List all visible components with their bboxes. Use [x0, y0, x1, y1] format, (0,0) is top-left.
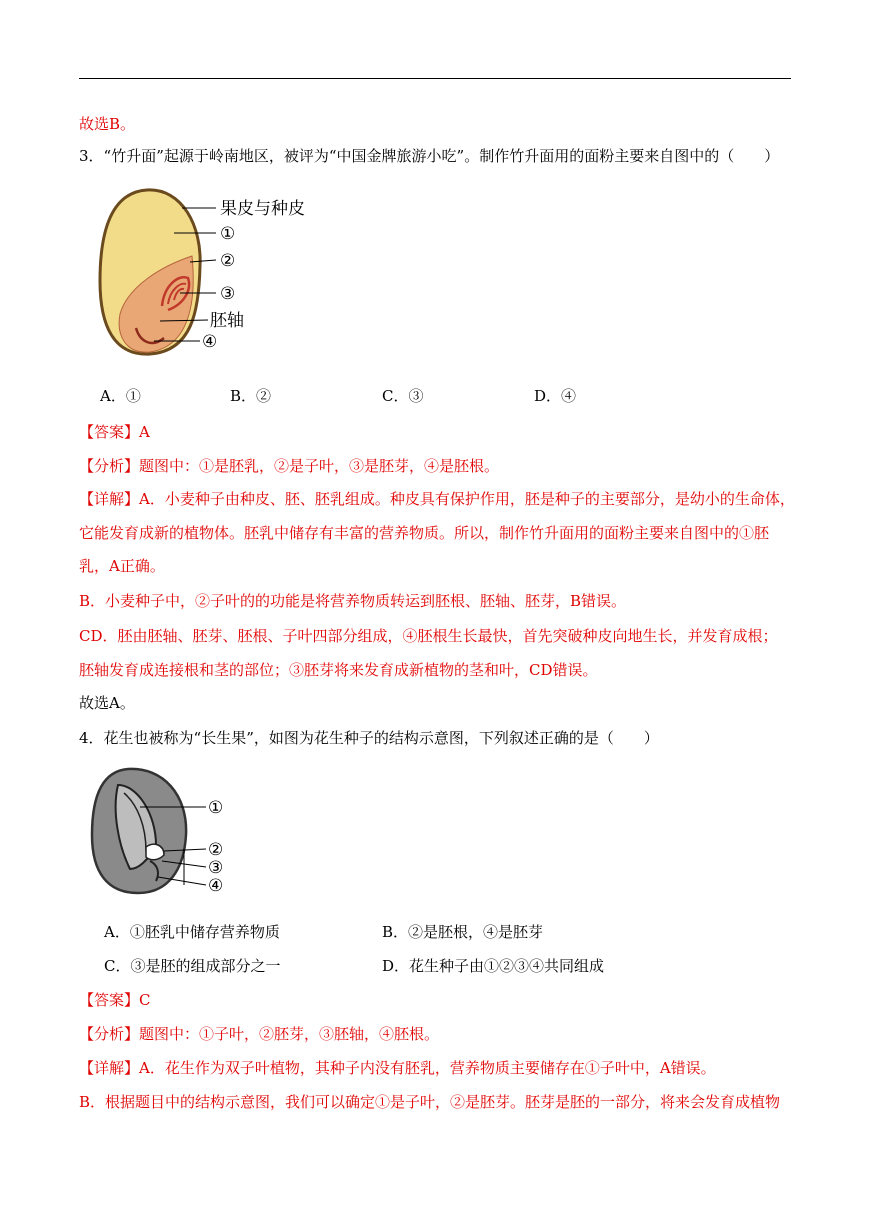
- q3-detail-6: 胚轴发育成连接根和茎的部位；③胚芽将来发育成新植物的茎和叶，CD错误。: [79, 661, 598, 679]
- label-peanut-4: ④: [208, 876, 224, 896]
- q3-detail-5: CD．胚由胚轴、胚芽、胚根、子叶四部分组成，④胚根生长最快，首先突破种皮向地生长，并发育成根；: [79, 627, 778, 645]
- peanut-plumule: [146, 844, 164, 860]
- q4-answer: 【答案】C: [79, 991, 151, 1009]
- q4-detail-2: B．根据题目中的结构示意图，我们可以确定①是子叶，②是胚芽。胚芽是胚的一部分，将来会发育成植物: [79, 1093, 781, 1111]
- q3-detail-4: B．小麦种子中，②子叶的的功能是将营养物质转运到胚根、胚轴、胚芽，B错误。: [79, 592, 627, 610]
- label-peanut-1: ①: [208, 798, 224, 818]
- q4-option-b: B．②是胚根，④是胚芽: [382, 923, 544, 941]
- q3-answer: 【答案】A: [79, 423, 150, 441]
- label-peanut-3: ③: [208, 858, 224, 878]
- peanut-seed-figure: [88, 765, 238, 900]
- q3-option-a: A．①: [100, 387, 141, 405]
- q3-options: [100, 386, 800, 406]
- q4-option-c: C．③是胚的组成部分之一: [104, 957, 281, 975]
- label-wheat-3: ③: [220, 284, 236, 304]
- header-rule: [79, 78, 791, 79]
- wheat-seed-figure: [92, 186, 322, 358]
- label-wheat-1: ①: [220, 224, 236, 244]
- q3-detail-1: 【详解】A．小麦种子由种皮、胚、胚乳组成。种皮具有保护作用，胚是种子的主要部分，是幼小的生命体，: [79, 490, 795, 508]
- label-wheat-2: ②: [220, 251, 236, 271]
- q3-option-b: B．②: [230, 387, 272, 405]
- label-peanut-2: ②: [208, 840, 224, 860]
- prev-conclusion: 故选B。: [79, 115, 136, 133]
- q3-detail-3: 乳，A正确。: [79, 557, 165, 575]
- q4-option-d: D．花生种子由①②③④共同组成: [382, 957, 605, 975]
- q3-option-d: D．④: [534, 387, 577, 405]
- label-wheat-axis: 胚轴: [210, 311, 244, 331]
- q3-stem: 3．“竹升面”起源于岭南地区，被评为“中国金牌旅游小吃”。制作竹升面用的面粉主要来自图中的（ ）: [79, 147, 780, 165]
- q4-option-a: A．①胚乳中储存营养物质: [104, 923, 280, 941]
- q4-options-row-1: [104, 922, 804, 942]
- q3-analysis: 【分析】题图中：①是胚乳，②是子叶，③是胚芽，④是胚根。: [79, 457, 500, 475]
- label-pericarp: 果皮与种皮: [220, 199, 305, 219]
- q3-conclusion: 故选A。: [79, 694, 135, 712]
- q3-option-c: C．③: [382, 387, 424, 405]
- q4-analysis: 【分析】题图中：①子叶，②胚芽，③胚轴，④胚根。: [79, 1025, 440, 1043]
- label-wheat-4: ④: [202, 332, 218, 352]
- q4-stem: 4．花生也被称为“长生果”，如图为花生种子的结构示意图，下列叙述正确的是（ ）: [79, 729, 659, 747]
- q4-options-row-2: [104, 956, 804, 976]
- q4-detail-1: 【详解】A．花生作为双子叶植物，其种子内没有胚乳，营养物质主要储存在①子叶中，A错误。: [79, 1059, 716, 1077]
- q3-detail-2: 它能发育成新的植物体。胚乳中储存有丰富的营养物质。所以，制作竹升面用的面粉主要来自图中的①胚: [79, 524, 770, 542]
